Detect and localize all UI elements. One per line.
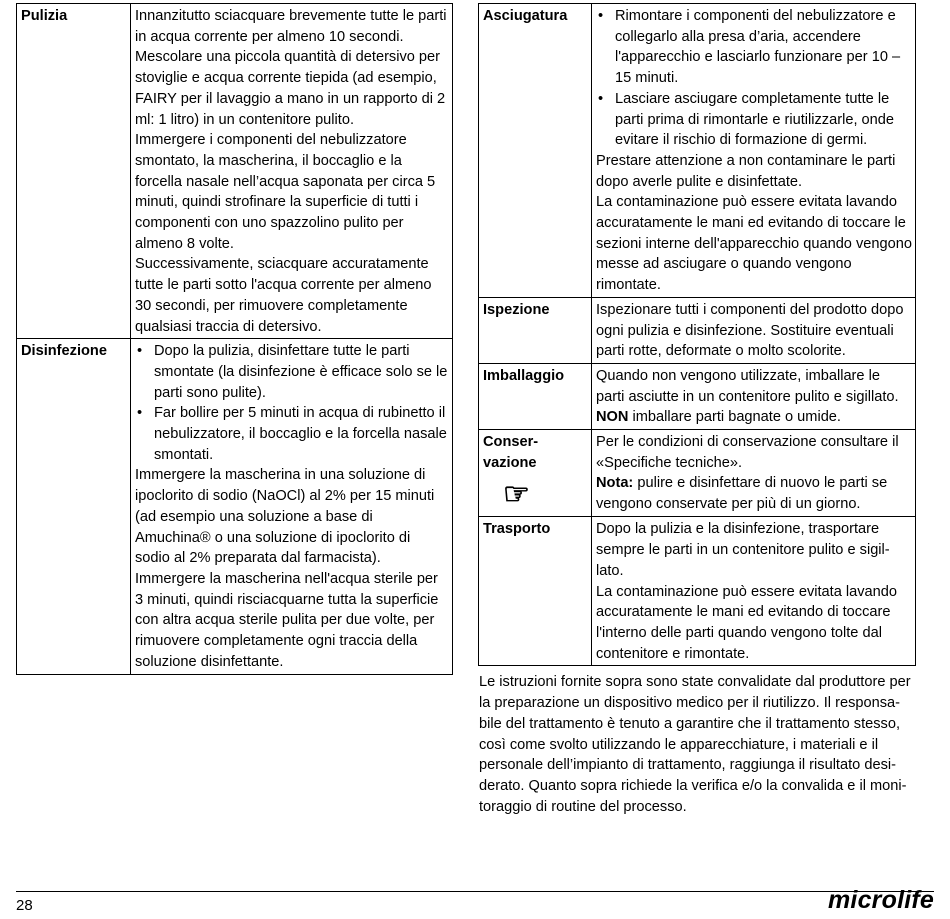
table-row-pulizia — [17, 4, 453, 339]
asciugatura-paragraph-2: La contaminazione può essere evitata lavando accuratamente le mani ed evitando di toccare le sezioni interne dell'apparecchio quando vengono messe ad asciugare o quando vengono rimontate. — [596, 194, 912, 294]
table-row-asciugatura — [479, 4, 916, 298]
brand-logo: microlife — [828, 886, 934, 914]
asciugatura-paragraph-1: Prestare attenzione a non contaminare le parti dopo averle pulite e disinfettate. — [596, 152, 896, 190]
list-item: • Far bollire per 5 minuti in acqua di rubinetto il nebulizzatore, il boccaglio e la forcella nasale smontati. — [135, 403, 449, 465]
imballaggio-paragraph-1 — [596, 366, 912, 428]
pulizia-paragraph-3: Successivamente, sciacquare accuratamente tutte le parti sotto l'acqua corrente per almeno 30 secondi, per rimuovere completamente qualsiasi traccia di detersivo. — [135, 256, 432, 335]
note-text: pulire e disinfettare di nuovo le parti se vengono conservate per più di un giorno. — [596, 475, 888, 513]
page-number: 28 — [16, 897, 33, 914]
conservazione-label-line-1: Conser- — [483, 434, 539, 451]
pulizia-paragraph-2: Immergere i componenti del nebulizzatore smontato, la mascherina, il boccaglio e la forcella nasale nell’acqua saponata per circa 5 minuti, quindi strofinare la superficie di tutti i componenti con uno spazzolino pulito per almeno 8 volte. — [135, 132, 436, 252]
row-content-conservazione — [592, 430, 916, 517]
row-content-trasporto — [592, 517, 916, 666]
table-row-conservazione — [479, 430, 916, 517]
left-column — [16, 3, 453, 675]
row-content-pulizia — [131, 4, 453, 339]
row-content-asciugatura — [592, 4, 916, 298]
row-label-imballaggio: Imballaggio — [479, 363, 592, 429]
disinfezione-paragraph-2: Immergere la mascherina nell'acqua sterile per 3 minuti, quindi risciacquarne tutta la superficie con altra acqua sterile pulita per due volte, per rimuovere completamente ogni traccia della soluzione disinfettante. — [135, 570, 439, 670]
row-content-disinfezione — [131, 339, 453, 674]
table-row-disinfezione — [17, 339, 453, 674]
imballaggio-emphasis: NON — [596, 409, 629, 426]
row-label-conservazione — [479, 430, 592, 517]
note-label: Nota: — [596, 475, 634, 492]
row-content-imballaggio — [592, 363, 916, 429]
pulizia-paragraph-1: Innanzitutto sciacquare brevemente tutte le parti in acqua corrente per almeno 10 secondi. Mescolare una piccola quantità di detersivo per stoviglie e acqua corrente tiepida (ad esempio, FAIRY per il lavaggio a mano in un rapporto di 2 ml: 1 litro) in un contenitore pulito. — [135, 8, 447, 128]
asciugatura-bullets — [596, 6, 912, 151]
conservazione-note — [596, 473, 912, 514]
table-row-imballaggio — [479, 363, 916, 429]
ispezione-paragraph-1: Ispezionare tutti i componenti del prodotto dopo ogni pulizia e disinfezione. Sostituire eventuali parti rotte, deformate o molto scolorite. — [596, 301, 904, 360]
table-row-ispezione — [479, 297, 916, 363]
right-column — [478, 3, 916, 832]
disinfezione-bullets — [135, 341, 449, 465]
imballaggio-text: Quando non vengono utilizzate, imballare le parti asciutte in un contenitore pulito e sigillato. — [596, 367, 899, 405]
drying-storage-table — [478, 3, 916, 666]
pointing-hand-icon: ☞ — [503, 478, 530, 512]
cleaning-table — [16, 3, 453, 675]
imballaggio-emphasis-rest: imballare parti bagnate o umide. — [628, 409, 841, 426]
row-label-pulizia: Pulizia — [17, 4, 131, 339]
disinfezione-paragraph-1: Immergere la mascherina in una soluzione di ipoclorito di sodio (NaOCl) al 2% per 15 minuti (ad esempio una soluzione a base di Amuchina® o una soluzione di ipoclorito di sodio al 2% preparata dal farmacista). — [135, 467, 435, 567]
row-label-trasporto: Trasporto — [479, 517, 592, 666]
table-row-trasporto — [479, 517, 916, 666]
row-label-asciugatura: Asciugatura — [479, 4, 592, 298]
list-item: • Rimontare i componenti del nebulizzatore e collegarlo alla presa d’aria, accendere l'apparecchio e lasciarlo funzionare per 10 –15 minuti. — [596, 6, 912, 89]
page-footer — [16, 886, 934, 919]
trasporto-paragraph-1: Dopo la pulizia e la disinfezione, trasportare sempre le parti in un contenitore pulito e sigil- lato. — [596, 521, 890, 579]
validation-note-paragraph: Le istruzioni fornite sopra sono state convalidate dal produttore per la preparazione un dispositivo medico per il riutilizzo. Il responsa- bile del trattamento è tenuto a garantire che il trattamento stesso, così come svolto utilizzando le apparecchiature, i materiali e il personale dell’impianto di trattamento, raggiunga il risultato desi- derato. Quanto sopra richiede la verifica e/o la convalida e il moni- toraggio di routine del processo. — [479, 674, 911, 815]
row-label-ispezione: Ispezione — [479, 297, 592, 363]
row-label-disinfezione: Disinfezione — [17, 339, 131, 674]
trasporto-paragraph-2: La contaminazione può essere evitata lavando accuratamente le mani ed evitando di toccare l'interno delle parti quando vengono tolte dal contenitore e rimontate. — [596, 583, 897, 662]
conservazione-paragraph-1: Per le condizioni di conservazione consultare il «Specifiche tecniche». — [596, 434, 899, 471]
list-item: • Lasciare asciugare completamente tutte le parti prima di rimontarle e riutilizzarle, onde evitare il rischio di formazione di germi. — [596, 89, 912, 151]
row-content-ispezione — [592, 297, 916, 363]
conservazione-label-line-2: vazione — [483, 454, 537, 471]
list-item: • Dopo la pulizia, disinfettare tutte le parti smontate (la disinfezione è efficace solo se le parti sono pulite). — [135, 341, 449, 403]
